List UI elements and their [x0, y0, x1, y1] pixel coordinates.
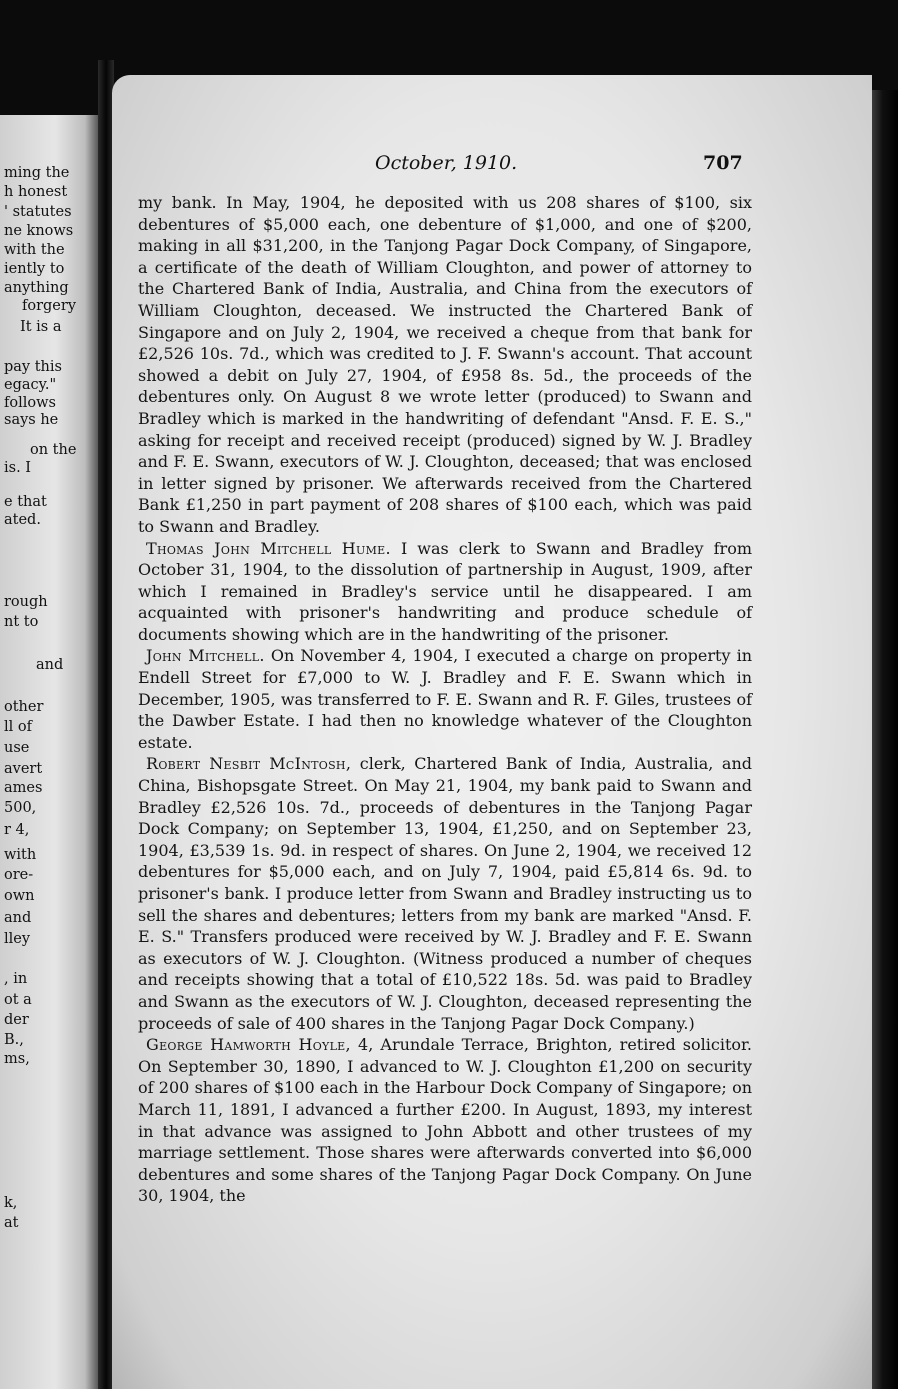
right-page-edge: [872, 90, 898, 1389]
witness-name: Robert Nesbit McIntosh,: [146, 754, 352, 774]
left-fragment: 500,: [4, 800, 37, 816]
left-fragment: and: [36, 657, 64, 673]
left-fragment: says he: [4, 412, 59, 428]
paragraph: [138, 538, 752, 646]
page-number: 707: [703, 152, 743, 174]
left-fragment: own: [4, 888, 35, 904]
left-fragment: ore-: [4, 867, 34, 883]
left-fragment: with: [4, 847, 37, 863]
left-fragment: der: [4, 1012, 29, 1028]
left-fragment: iently to: [4, 261, 65, 277]
left-fragment: ll of: [4, 719, 32, 735]
witness-name: John Mitchell.: [146, 646, 265, 666]
left-fragment: rough: [4, 594, 48, 610]
left-fragment: k,: [4, 1195, 18, 1211]
left-fragment: and: [4, 910, 32, 926]
page-body: [138, 192, 752, 1207]
paragraph-text: I was clerk to Swann and Bradley from October 31, 1904, to the dissolution of partnership in August, 1909, after which I remained in Bradley's service until he disappeared. I am acquainted with prisoner's handwriting and produce schedule of documents showing which are in the handwriting of the prisoner.: [138, 538, 752, 644]
paragraph-text: 4, Arundale Terrace, Brighton, retired solicitor. On September 30, 1890, I advanced to W. J. Cloughton £1,200 on security of 200 shares of $100 each in the Harbour Dock Company of Singapore; on March 11, 1891, I advanced a further £200. In August, 1893, my interest in that advance was assigned to John Abbott and other trustees of my marriage settlement. Those shares were afterwards converted into $6,000 debentures and some shares of the Tanjong Pagar Dock Company. On June 30, 1904, the: [138, 1035, 752, 1206]
paragraph: [138, 645, 752, 753]
left-fragment: , in: [4, 971, 28, 987]
witness-name: George Hamworth Hoyle,: [146, 1035, 351, 1055]
paragraph-text: On November 4, 1904, I executed a charge on property in Endell Street for £7,000 to W. J. Bradley and F. E. Swann which in December, 1905, was transferred to F. E. Swann and R. F. Giles, trustees of the Dawber Estate. I had then no knowledge whatever of the Cloughton estate.: [138, 646, 752, 752]
left-fragment: is. I: [4, 460, 32, 476]
left-fragment: ms,: [4, 1051, 30, 1067]
left-fragment: avert: [4, 761, 43, 777]
left-fragment: other: [4, 699, 44, 715]
left-fragment: on the: [30, 442, 77, 458]
left-fragment: ated.: [4, 512, 41, 528]
left-fragment: follows: [4, 395, 56, 411]
left-fragment: h honest: [4, 184, 68, 200]
left-fragment: use: [4, 740, 30, 756]
paragraph: [138, 1034, 752, 1207]
left-fragment: forgery: [22, 298, 77, 314]
left-fragment: e that: [4, 494, 47, 510]
left-fragment: It is a: [20, 319, 62, 335]
left-fragment: ne knows: [4, 223, 74, 239]
left-fragment: egacy.": [4, 377, 57, 393]
paragraph-text: clerk, Chartered Bank of India, Australia, and China, Bishopsgate Street. On May 21, 1904, my bank paid to Swann and Bradley £2,526 10s. 7d., proceeds of debentures in the Tanjong Pagar Dock Company; on September 13, 1904, £1,250, and on September 23, 1904, £3,539 1s. 9d. in respect of shares. On June 2, 1904, we received 12 debentures for $5,000 each, and on July 7, 1904, paid £5,814 6s. 9d. to prisoner's bank. I produce letter from Swann and Bradley instructing us to sell the shares and debentures; letters from my bank are marked "Ansd. F. E. S." Transfers produced were received by W. J. Bradley and F. E. Swann as executors of W. J. Cloughton. (Witness produced a number of cheques and receipts showing that a total of £10,522 18s. 5d. was paid to Bradley and Swann as the executors of W. J. Cloughton, deceased representing the proceeds of sale of 400 shares in the Tanjong Pagar Dock Company.): [138, 754, 752, 1033]
left-fragment: ming the: [4, 165, 70, 181]
left-fragment: with the: [4, 242, 65, 258]
left-fragment: nt to: [4, 614, 39, 630]
paragraph-text: my bank. In May, 1904, he deposited with us 208 shares of $100, six debentures of $5,000 each, one debenture of $1,000, and one of $200, making in all $31,200, in the Tanjong Pagar Dock Company, of Singapore, a certificate of the death of William Cloughton, and power of attorney to the Chartered Bank of India, Australia, and China from the executors of William Cloughton, deceased. We instructed the Chartered Bank of Singapore and on July 2, 1904, we received a cheque from that bank for £2,526 10s. 7d., which was credited to J. F. Swann's account. That account showed a debit on July 27, 1904, of £958 8s. 5d., the proceeds of the debentures only. On August 8 we wrote letter (produced) to Swann and Bradley which is marked in the handwriting of defendant "Ansd. F. E. S.," asking for receipt and received receipt (produced) signed by W. J. Bradley and F. E. Swann, executors of W. J. Cloughton, deceased; that was enclosed in letter signed by prisoner. We afterwards received from the Chartered Bank £1,250 in part payment of 208 shares of $100 each, which was paid to Swann and Bradley.: [138, 193, 752, 536]
left-fragment: ames: [4, 780, 43, 796]
left-fragment: pay this: [4, 359, 62, 375]
left-fragment: B.,: [4, 1032, 24, 1048]
left-fragment: r 4,: [4, 822, 30, 838]
witness-name: Thomas John Mitchell Hume.: [146, 538, 391, 558]
paragraph: [138, 192, 752, 538]
left-fragment: anything: [4, 280, 69, 296]
running-head: October, 1910.: [375, 152, 518, 174]
left-fragment: lley: [4, 931, 31, 947]
left-fragment: ' statutes: [4, 204, 72, 220]
left-fragment: ot a: [4, 992, 32, 1008]
paragraph: [138, 753, 752, 1034]
left-fragment: at: [4, 1215, 19, 1231]
